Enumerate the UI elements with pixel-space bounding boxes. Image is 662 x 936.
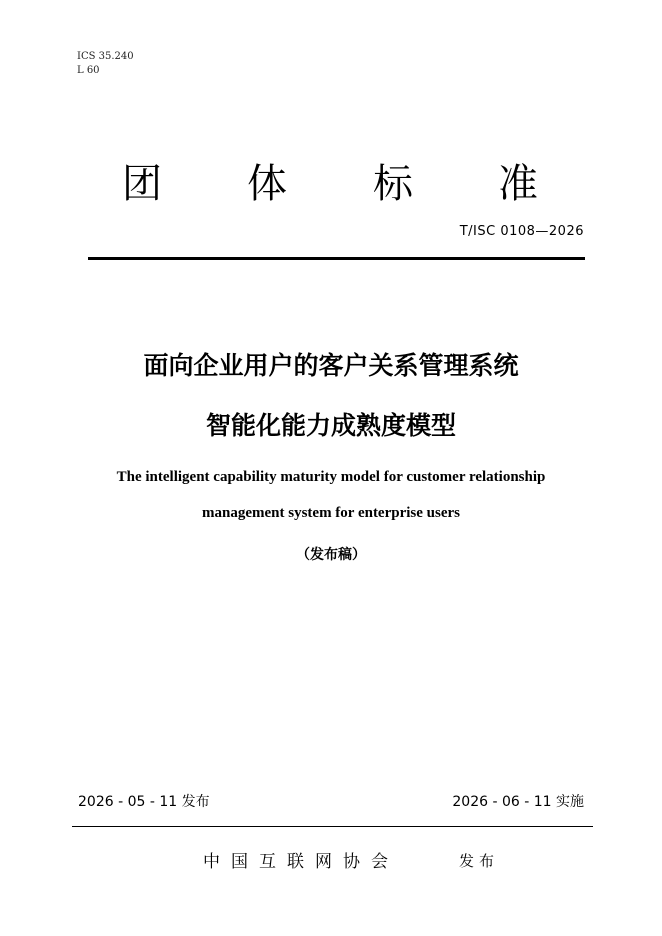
header-divider [88, 257, 585, 260]
standard-type-char-1: 团 [122, 161, 162, 207]
classification-codes [77, 50, 134, 78]
publish-date: 2026 - 05 - 11 发布 [78, 794, 210, 810]
standard-type-char-2: 体 [247, 161, 287, 207]
chinese-title-line-1: 面向企业用户的客户关系管理系统 [143, 351, 519, 380]
ccs-code: L 60 [77, 65, 100, 76]
standard-code: T/ISC 0108—2026 [459, 224, 584, 239]
chinese-title-line-2: 智能化能力成熟度模型 [205, 411, 456, 440]
standard-type-char-4: 准 [498, 161, 538, 207]
footer-divider [72, 826, 593, 827]
english-title-line-2: management system for enterprise users [202, 505, 460, 521]
issue-label: 发布 [459, 852, 500, 870]
draft-status: （发布稿） [296, 547, 366, 563]
english-title-line-1: The intelligent capability maturity model for customer relationship [116, 469, 546, 485]
issuing-organization: 中国互联网协会 [203, 852, 399, 872]
standard-type-heading [0, 160, 662, 210]
implement-date: 2026 - 06 - 11 实施 [452, 794, 584, 810]
ics-code: ICS 35.240 [77, 51, 134, 62]
standard-type-char-3: 标 [373, 161, 413, 207]
